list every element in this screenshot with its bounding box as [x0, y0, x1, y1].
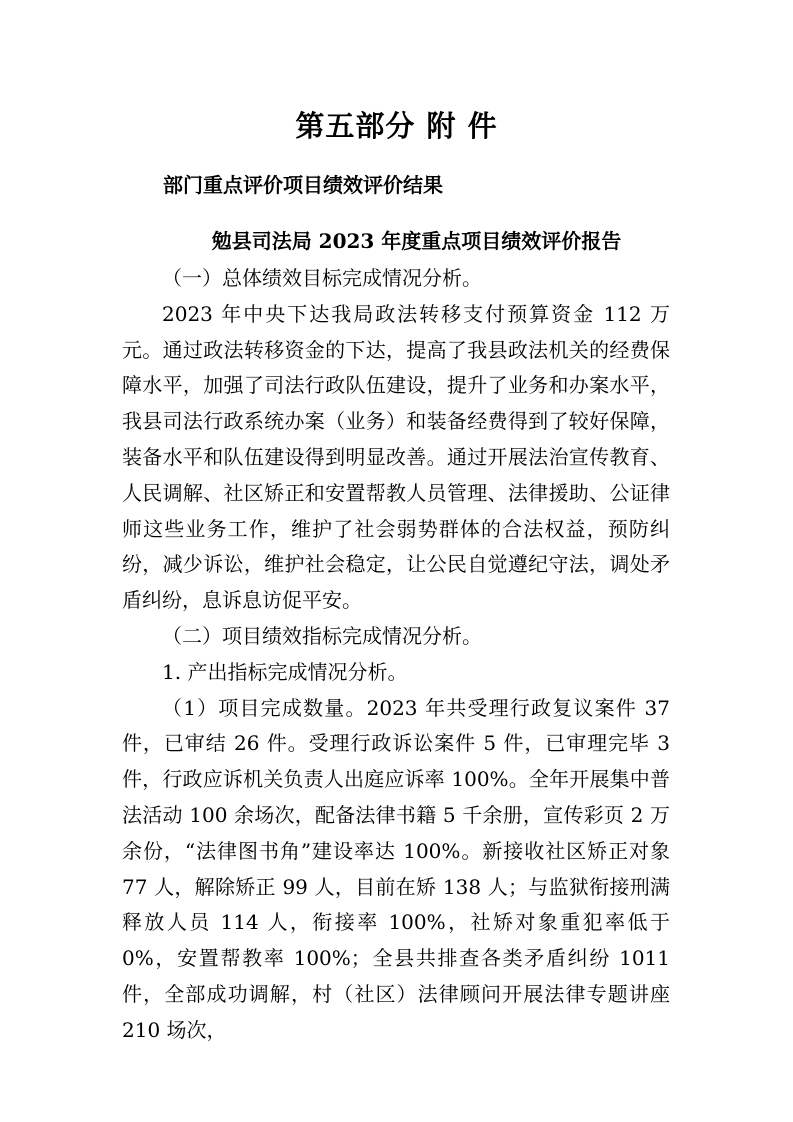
paragraph-indicator-analysis-heading: （二）项目绩效指标完成情况分析。 — [162, 623, 482, 648]
section-heading: 部门重点评价项目绩效评价结果 — [163, 173, 443, 197]
part-title: 第五部分 附 件 — [295, 109, 498, 143]
report-title: 勉县司法局 2023 年度重点项目绩效评价报告 — [211, 229, 622, 253]
paragraph-output-indicator-heading: 1. 产出指标完成情况分析。 — [162, 659, 408, 684]
report-body — [122, 261, 670, 1049]
paragraph-overall-analysis-heading: （一）总体绩效目标完成情况分析。 — [162, 266, 482, 290]
paragraph-completion-quantity: （1）项目完成数量。2023 年共受理行政复议案件 37 件，已审结 26 件。受理行政诉讼案件 5 件，已审理完毕 3 件，行政应诉机关负责人出庭应诉率 100%。全年开展集中普法活动 100 余场次，配备法律书籍 5 千余册，宣传彩页 2 万余份，“法律图书角”建设率达 100%。新接收社区矫正对象 77 人，解除矫正 99 人，目前在矫 138 人；与监狱衔接刑满释放人员 114 人，衔接率 100%，社矫对象重犯率低于 0%，安置帮教率 100%；全县共排查各类矛盾纠纷 1011 件，全部成功调解，村（社区）法律顾问开展法律专题讲座 210 场次， — [122, 695, 670, 1042]
paragraph-overall-analysis: 2023 年中央下达我局政法转移支付预算资金 112 万元。通过政法转移资金的下达，提高了我县政法机关的经费保障水平，加强了司法行政队伍建设，提升了业务和办案水平，我县司法行政系统办案（业务）和装备经费得到了较好保障，装备水平和队伍建设得到明显改善。通过开展法治宣传教育、人民调解、社区矫正和安置帮教人员管理、法律援助、公证律师这些业务工作，维护了社会弱势群体的合法权益，预防纠纷，减少诉讼，维护社会稳定，让公民自觉遵纪守法，调处矛盾纠纷，息诉息访促平安。 — [122, 301, 670, 613]
